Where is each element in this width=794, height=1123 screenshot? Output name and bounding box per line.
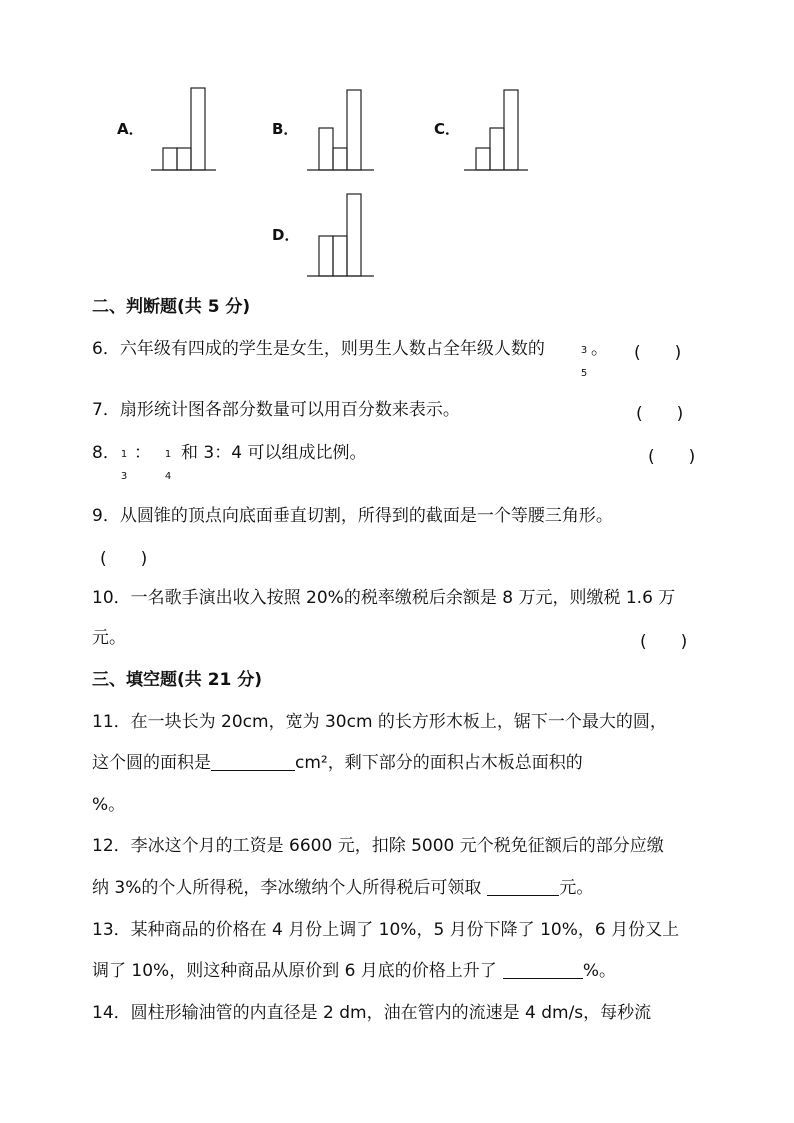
option-d-label: D． [272,226,300,244]
question-8-number: 8． [92,443,120,463]
question-11-line-2-start: 这个圆的面积是 [92,753,211,773]
question-13-line-2-start: 调了 10%，则这种商品从原价到 6 月底的价格上升了 [92,961,497,981]
question-6-period: 。 [591,339,608,359]
option-d-bar-3 [347,194,361,276]
option-c-bar-figure [462,85,532,173]
section-fill-title: 三、填空题(共 21 分) [92,670,263,690]
question-8-colon: ： [134,443,151,463]
question-12-line-2-end: 元。 [559,878,594,898]
section-judge-title: 二、判断题(共 5 分) [92,297,251,317]
question-12-blank-amount[interactable] [487,877,559,896]
question-11-line-3: %。 [92,795,126,815]
question-13-line-2-end: %。 [582,961,616,981]
option-d-bar-2 [333,236,347,276]
question-7-text: 7．扇形统计图各部分数量可以用百分数来表示。 [92,400,460,420]
option-d-bar-figure [306,190,378,278]
question-13-line-1: 13．某种商品的价格在 4 月份上调了 10%，5 月份下降了 10%，6 月份又上 [92,920,680,940]
question-8-text: 和 3：4 可以组成比例。 [181,443,367,463]
question-12-line-2 [92,877,593,899]
option-a-bar-1 [163,148,177,170]
option-a-bar-2 [177,148,191,170]
option-b-bar-1 [319,128,333,170]
question-10-line-1: 10．一名歌手演出收入按照 20%的税率缴税后余额是 8 万元，则缴税 1.6 万 [92,588,676,608]
question-8-fraction-1-denominator: 3 [120,471,128,482]
question-6-text: 6．六年级有四成的学生是女生，则男生人数占全年级人数的 [92,339,545,359]
question-8-fraction-2-denominator: 4 [164,471,172,482]
question-12-line-1: 12．李冰这个月的工资是 6600 元，扣除 5000 元个税免征额后的部分应缴 [92,836,664,856]
question-13-blank-percent[interactable] [503,960,583,979]
question-11-blank-area[interactable] [211,752,295,771]
option-a-bar-3 [191,88,205,170]
option-b-bar-2 [333,148,347,170]
question-10-line-2: 元。 [92,628,126,648]
option-b-label: B． [272,120,299,138]
question-6-answer-paren[interactable]: ( ) [634,343,682,363]
question-11-line-2-end: cm²，剩下部分的面积占木板总面积的 [295,753,583,773]
option-c-bar-2 [490,128,504,170]
question-10-answer-paren[interactable]: ( ) [640,632,688,652]
question-14-line-1: 14．圆柱形输油管的内直径是 2 dm，油在管内的流速是 4 dm/s，每秒流 [92,1003,652,1023]
question-8-fraction-2-numerator: 1 [164,449,172,460]
option-b-bar-3 [347,90,361,170]
question-13-line-2 [92,960,616,982]
option-b-bar-figure [306,85,378,173]
option-d-bar-1 [319,236,333,276]
question-9-answer-paren[interactable]: ( ) [100,549,148,569]
question-9-text: 9．从圆锥的顶点向底面垂直切割，所得到的截面是一个等腰三角形。 [92,506,613,526]
option-c-bar-3 [504,90,518,170]
option-a-label: A． [117,120,144,138]
question-12-line-2-start: 纳 3%的个人所得税，李冰缴纳个人所得税后可领取 [92,878,482,898]
question-6-fraction-denominator: 5 [580,368,588,379]
question-8-answer-paren[interactable]: ( ) [648,447,696,467]
option-c-bar-1 [476,148,490,170]
question-11-line-1: 11．在一块长为 20cm，宽为 30cm 的长方形木板上，锯下一个最大的圆， [92,712,667,732]
option-c-label: C． [434,120,461,138]
question-8-fraction-1-numerator: 1 [120,449,128,460]
question-6-fraction-numerator: 3 [580,345,588,356]
question-7-answer-paren[interactable]: ( ) [636,404,684,424]
option-a-bar-figure [150,85,220,173]
question-11-line-2 [92,752,583,774]
